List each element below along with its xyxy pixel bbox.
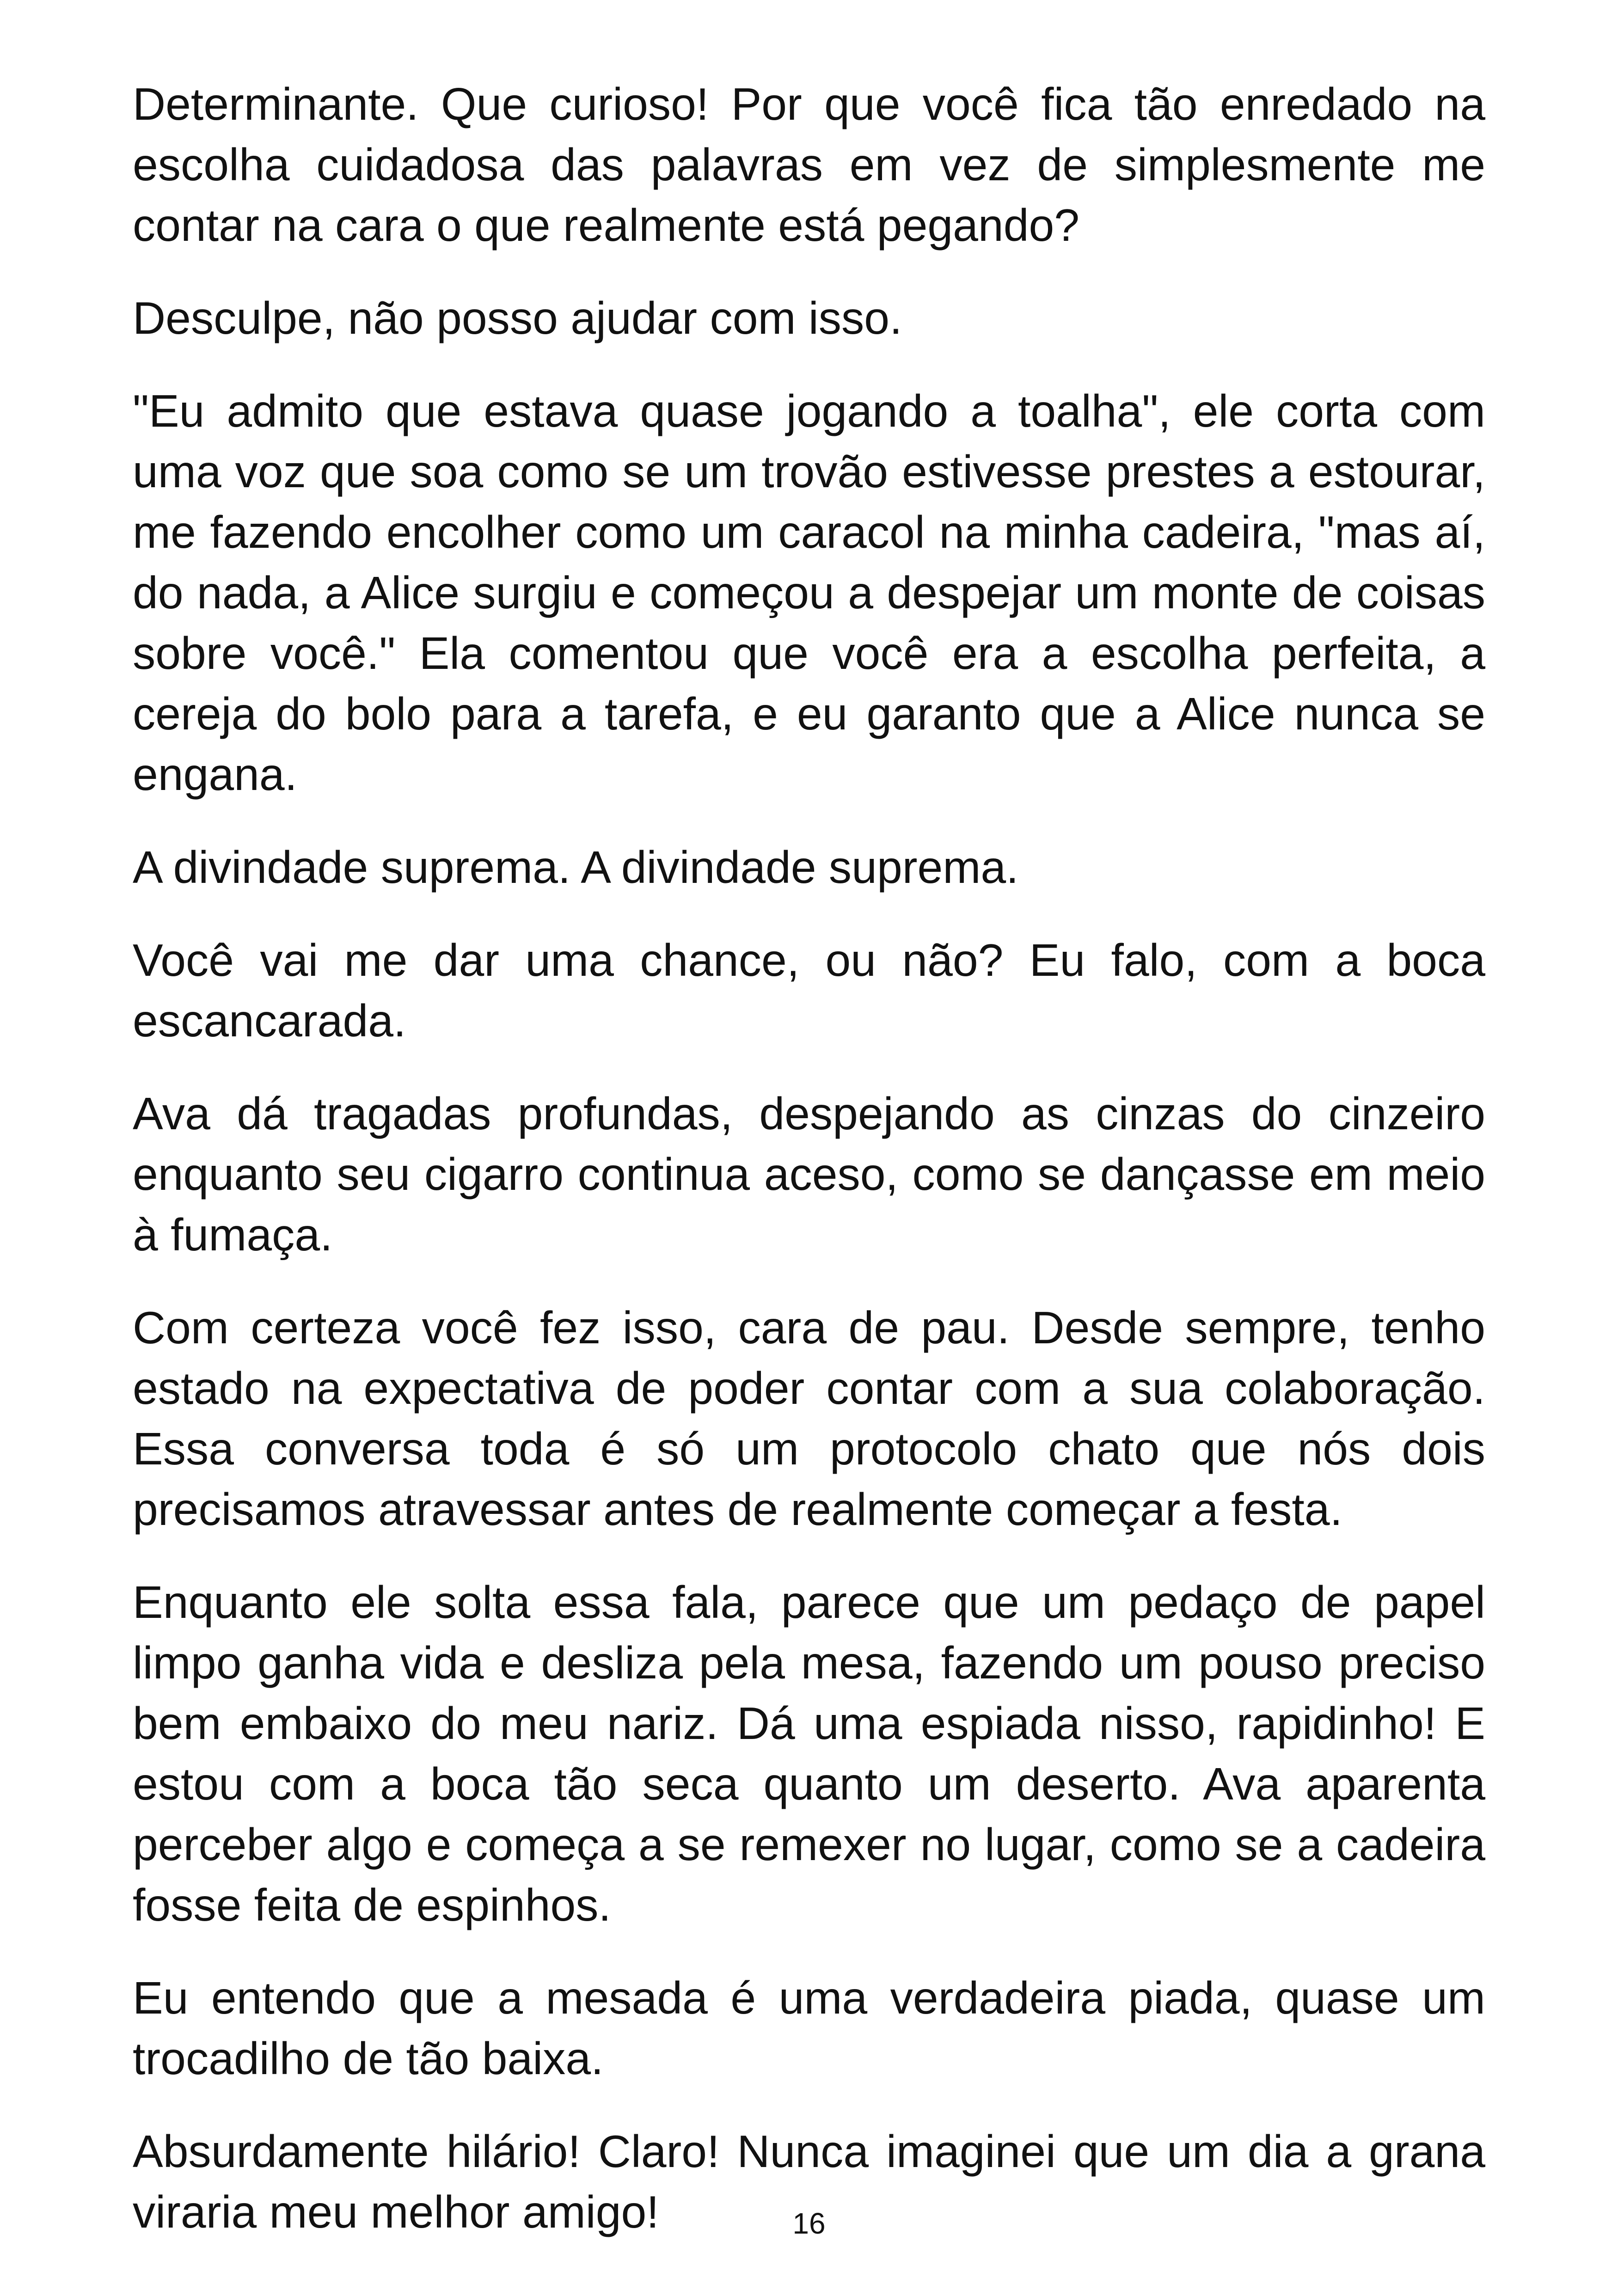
paragraph-7: Com certeza você fez isso, cara de pau. Desde sempre, tenho estado na expectativa de poder contar com a sua colaboração. Essa conversa toda é só um protocolo chato que nós dois precisamos atravessar antes de realmente começar a festa.	[133, 1302, 1485, 1535]
page-body	[133, 74, 1485, 2275]
page-number: 16	[792, 2207, 826, 2240]
paragraph-10: Absurdamente hilário! Claro! Nunca imaginei que um dia a grana viraria meu melhor amigo!	[133, 2126, 1485, 2237]
paragraph-5: Você vai me dar uma chance, ou não? Eu falo, com a boca escancarada.	[133, 935, 1485, 1046]
paragraph-3: "Eu admito que estava quase jogando a toalha", ele corta com uma voz que soa como se um trovão estivesse prestes a estourar, me fazendo encolher como um caracol na minha cadeira, "mas aí, do nada, a Alice surgiu e começou a despejar um monte de coisas sobre você." Ela comentou que você era a escolha perfeita, a cereja do bolo para a tarefa, e eu garanto que a Alice nunca se engana.	[133, 386, 1485, 800]
paragraph-1: Determinante. Que curioso! Por que você fica tão enredado na escolha cuidadosa das palavras em vez de simplesmente me contar na cara o que realmente está pegando?	[133, 79, 1485, 251]
paragraph-2: Desculpe, não posso ajudar com isso.	[133, 293, 902, 343]
paragraph-9: Eu entendo que a mesada é uma verdadeira piada, quase um trocadilho de tão baixa.	[133, 1972, 1485, 2084]
paragraph-4: A divindade suprema. A divindade suprema.	[133, 842, 1019, 893]
paragraph-6: Ava dá tragadas profundas, despejando as cinzas do cinzeiro enquanto seu cigarro continua aceso, como se dançasse em meio à fumaça.	[133, 1088, 1485, 1260]
paragraph-8: Enquanto ele solta essa fala, parece que um pedaço de papel limpo ganha vida e desliza pela mesa, fazendo um pouso preciso bem embaixo do meu nariz. Dá uma espiada nisso, rapidinho! E estou com a boca tão seca quanto um deserto. Ava aparenta perceber algo e começa a se remexer no lugar, como se a cadeira fosse feita de espinhos.	[133, 1577, 1485, 1930]
